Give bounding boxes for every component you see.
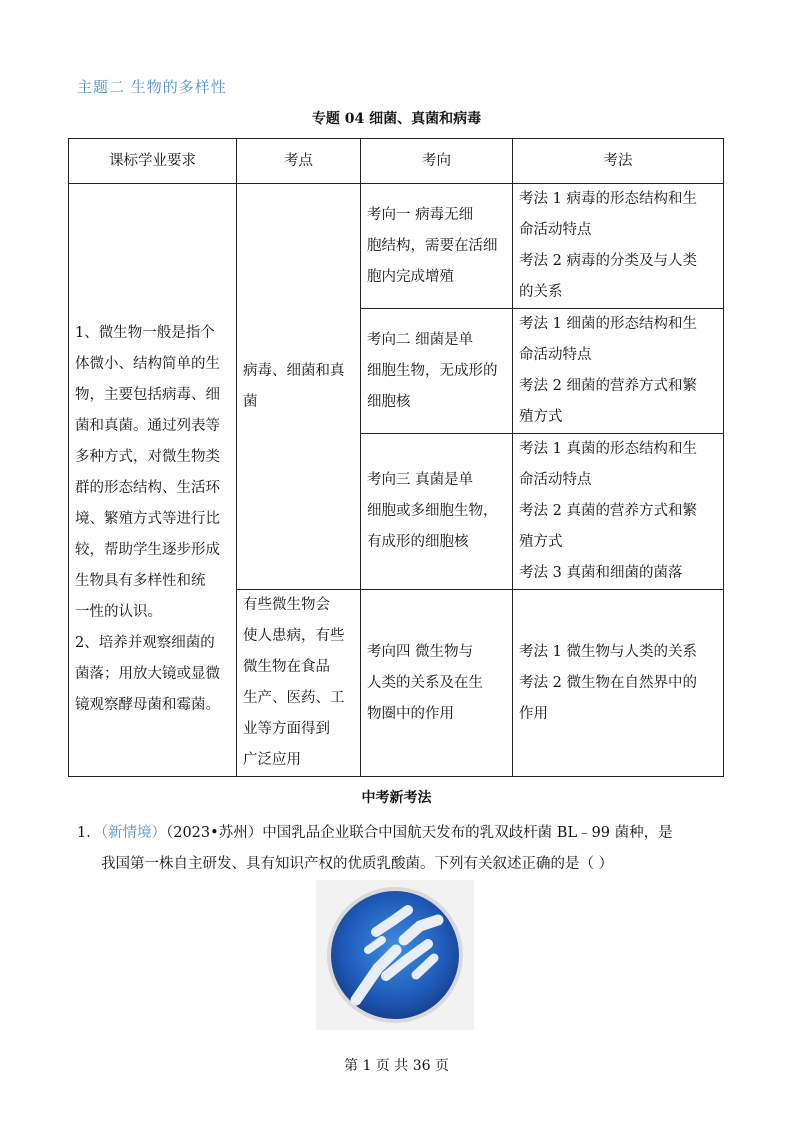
text-line: 考法 1 细菌的形态结构和生 [519,316,697,332]
header-cell: 考点 [237,139,361,184]
text-line: 命活动特点 [519,347,592,363]
method-cell [513,590,724,777]
text-line: 考向一 病毒无细 [367,206,474,223]
text-line: 体微小、结构简单的生 [75,355,220,372]
page-footer: 第 1 页 共 36 页 [344,1058,449,1074]
text-line: 胞结构，需要在活细 [367,237,498,254]
text-line: 考向三 真菌是单 [367,472,474,488]
text-line: 生物具有多样性和统 [75,572,206,589]
text-line: 多种方式，对微生物类 [75,448,220,465]
table-header-row [69,139,724,184]
direction-cell [361,434,513,590]
text-line: 考法 2 真菌的营养方式和繁 [519,503,697,519]
text-line: 菌 [243,393,258,410]
header-cell: 考向 [361,139,513,184]
text-line: 胞内完成增殖 [367,268,454,285]
text-line: 的关系 [519,284,563,300]
method-cell [513,434,724,590]
text-line: 殖方式 [519,534,563,550]
direction-cell [361,309,513,434]
text-line: 1、微生物一般是指个 [75,324,215,341]
text-line: 群的形态结构、生活环 [75,479,220,496]
question-tag: （新情境） [100,825,166,841]
question-1 [77,818,727,880]
requirement-cell [69,184,237,777]
text-line: 镜观察酵母菌和霉菌。 [75,696,220,713]
text-line: 病毒、细菌和真 [243,362,345,379]
text-line: 命活动特点 [519,222,592,238]
text-line: 考法 3 真菌和细菌的菌落 [519,565,683,581]
point-cell [237,590,361,777]
text-line: 业等方面得到 [243,721,330,737]
text-line: 人类的关系及在生 [367,674,483,691]
text-line: 境、繁殖方式等进行比 [75,510,220,527]
text-line: 细胞核 [367,393,411,410]
text-line: 使人患病，有些 [243,628,345,644]
text-line: 考法 2 微生物在自然界中的 [519,674,697,691]
curriculum-table [68,138,724,777]
text-line: 有成形的细胞核 [367,534,469,550]
text-line: 2、培养并观察细菌的 [75,634,215,651]
method-cell [513,309,724,434]
text-line: 微生物在食品 [243,659,330,675]
text-line: 细胞生物，无成形的 [367,362,498,379]
text-line: 物圈中的作用 [367,705,454,722]
text-line: 考向四 微生物与 [367,643,474,660]
text-line: 生产、医药、工 [243,690,345,706]
text-line: 考法 1 病毒的形态结构和生 [519,191,697,207]
text-line: 作用 [519,705,548,722]
text-line: 有些微生物会 [243,597,330,613]
topic-title: 专题 04 细菌、真菌和病毒 [311,111,482,127]
header-cell: 考法 [513,139,724,184]
text-line: 考法 1 微生物与人类的关系 [519,643,697,660]
text-line: 考法 1 真菌的形态结构和生 [519,441,697,457]
text-line: 考法 2 病毒的分类及与人类 [519,253,697,269]
text-line: 菌落；用放大镜或显微 [75,665,220,682]
point-cell [237,184,361,590]
header-cell: 课标学业要求 [69,139,237,184]
question-text-line: （2023•苏州）中国乳品企业联合中国航天发布的乳双歧杆菌 BL﹣99 菌种，是 [165,825,673,841]
method-cell [513,184,724,309]
text-line: 殖方式 [519,409,563,425]
text-line: 广泛应用 [243,752,301,768]
bacteria-image [316,880,474,1030]
text-line: 命活动特点 [519,472,592,488]
direction-cell [361,184,513,309]
text-line: 物，主要包括病毒、细 [75,386,220,403]
text-line: 菌和真菌。通过列表等 [75,417,220,434]
table-row [69,184,724,309]
theme-label: 主题二 生物的多样性 [77,78,227,96]
text-line: 考向二 细菌是单 [367,331,474,348]
bacteria-photo [316,880,474,1030]
question-text-line: 我国第一株自主研发、具有知识产权的优质乳酸菌。下列有关叙述正确的是（ ） [101,856,614,872]
text-line: 一性的认识。 [75,603,162,620]
text-line: 考法 2 细菌的营养方式和繁 [519,378,697,394]
text-line: 较，帮助学生逐步形成 [75,541,220,558]
section-title: 中考新考法 [361,790,432,806]
text-line: 细胞或多细胞生物， [367,503,498,519]
question-number: 1． [77,825,101,841]
direction-cell [361,590,513,777]
